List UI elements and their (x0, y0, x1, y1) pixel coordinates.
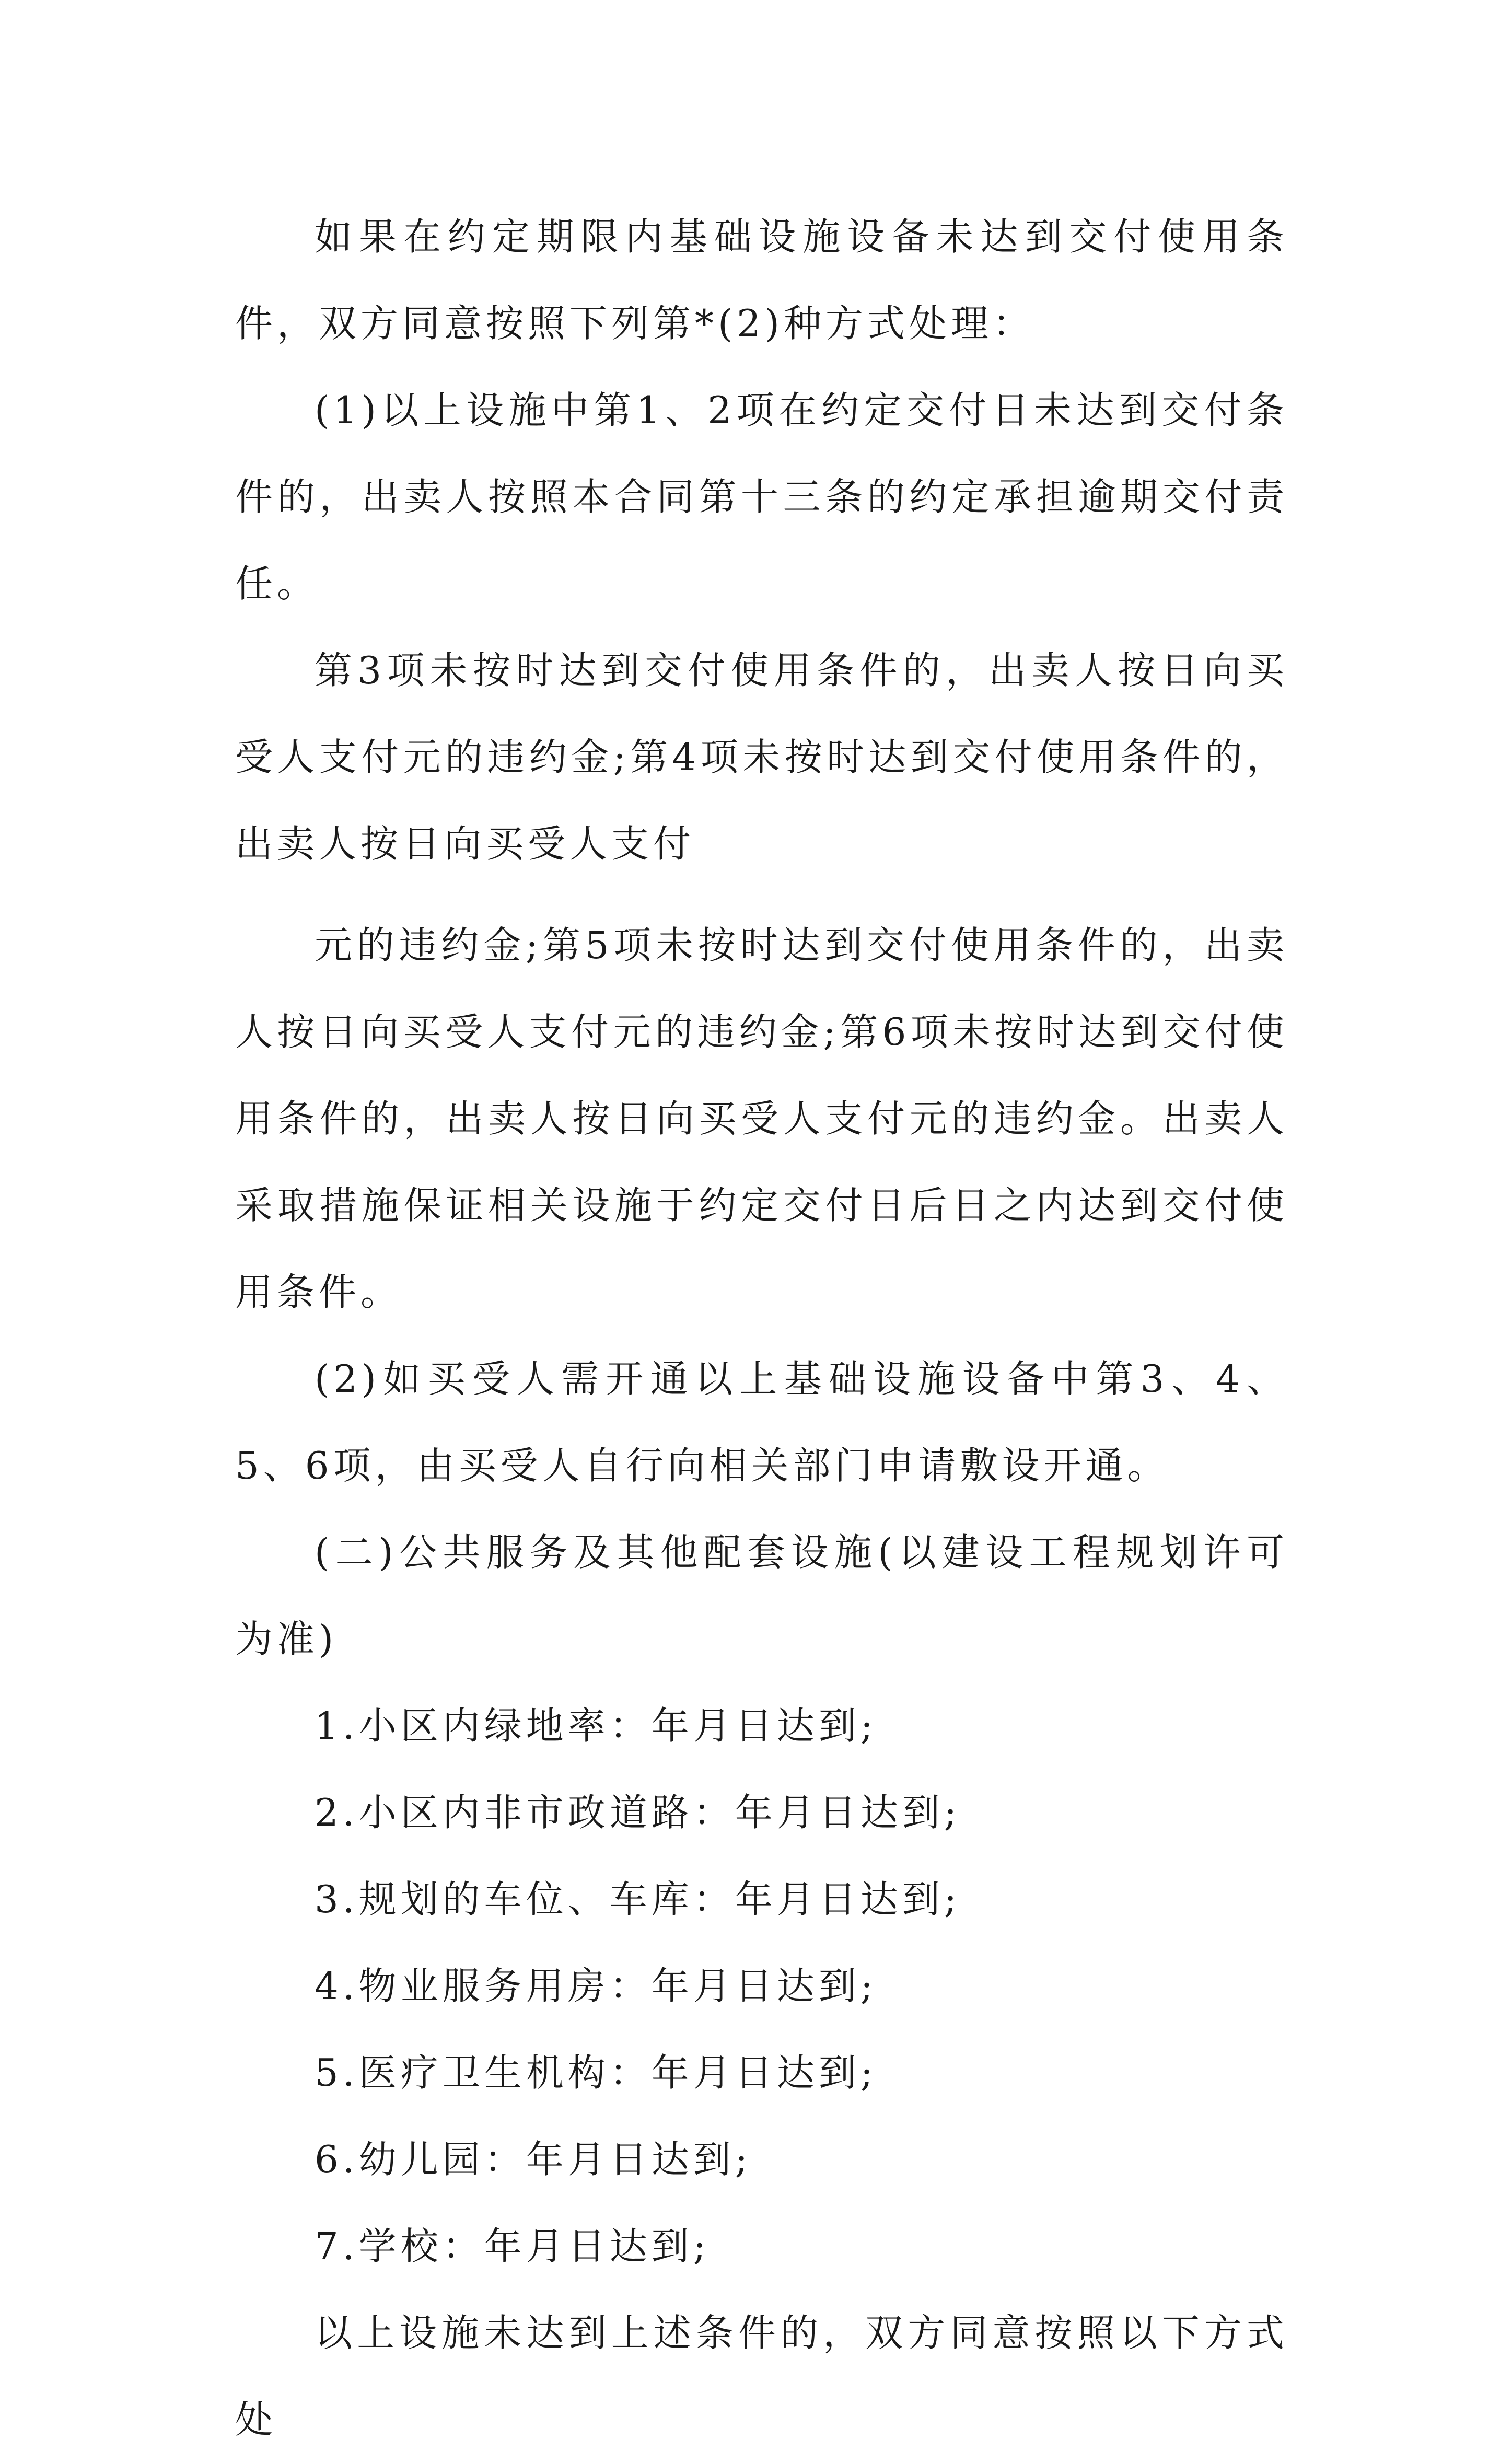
paragraph-closing: 以上设施未达到上述条件的，双方同意按照以下方式处 (235, 2311, 1288, 2442)
list-item: 2.小区内非市政道路：年月日达到; (315, 1791, 961, 1834)
facilities-list (235, 1682, 1288, 2290)
list-item: 5.医疗卫生机构：年月日达到; (315, 2051, 877, 2095)
list-item: 1.小区内绿地率：年月日达到; (315, 1704, 877, 1748)
paragraph-infrastructure-delay: 如果在约定期限内基础设施设备未达到交付使用条件，双方同意按照下列第*(2)种方式处理： (235, 215, 1288, 345)
paragraph-public-facilities-heading: (二)公共服务及其他配套设施(以建设工程规划许可为准) (235, 1530, 1288, 1661)
list-item: 3.规划的车位、车库：年月日达到; (315, 1877, 961, 1921)
paragraph-option-2: (2)如买受人需开通以上基础设施设备中第3、4、5、6项，由买受人自行向相关部门申请敷设开通。 (235, 1357, 1288, 1488)
list-item: 4.物业服务用房：年月日达到; (315, 1964, 877, 2008)
paragraph-item-5-6-penalty: 元的违约金;第5项未按时达到交付使用条件的，出卖人按日向买受人支付元的违约金;第6项未按时达到交付使用条件的，出卖人按日向买受人支付元的违约金。出卖人采取措施保证相关设施于约定交付日后日之内达到交付使用条件。 (235, 923, 1288, 1314)
paragraph-option-1: (1)以上设施中第1、2项在约定交付日未达到交付条件的，出卖人按照本合同第十三条的约定承担逾期交付责任。 (235, 388, 1288, 606)
list-item: 7.学校：年月日达到; (315, 2224, 710, 2268)
paragraph-item-3-4-penalty: 第3项未按时达到交付使用条件的，出卖人按日向买受人支付元的违约金;第4项未按时达到交付使用条件的，出卖人按日向买受人支付 (235, 648, 1288, 866)
document-body (235, 193, 1288, 2463)
list-item: 6.幼儿园：年月日达到; (315, 2137, 752, 2181)
